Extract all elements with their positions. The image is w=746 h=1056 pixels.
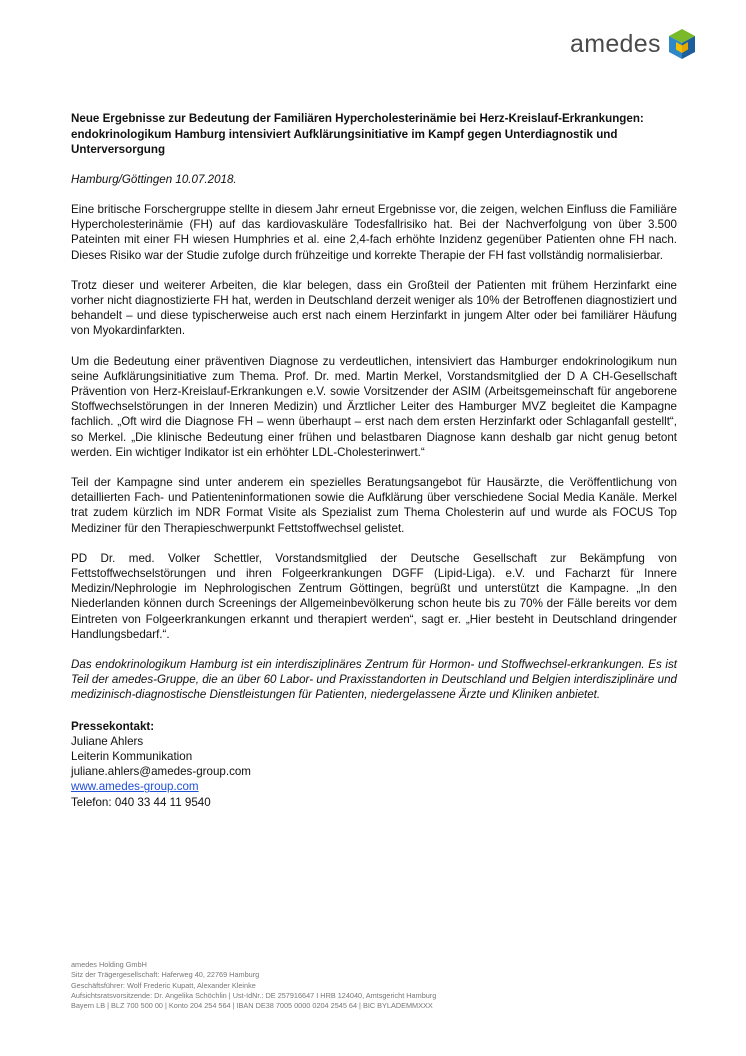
amedes-cube-icon [667, 28, 697, 60]
footer [71, 960, 436, 1011]
paragraph-2: Trotz dieser und weiterer Arbeiten, die klar belegen, dass ein Großteil der Patienten mit frühem Herzinfarkt eine vorher nicht diagnostizierte FH hat, werden in Deutschland derzeit weniger als 10% der Betroffenen diagnostiziert und behandelt – und diese typischerweise auch erst nach einem Herzinfarkt in jungem Alter oder bei familiärer Häufung von Myokardinfarkten. [71, 278, 677, 338]
amedes-logo [570, 28, 697, 60]
footer-line: Sitz der Trägergesellschaft: Haferweg 40, 22769 Hamburg [71, 970, 260, 980]
logo-text: amedes [570, 29, 661, 58]
dateline: Hamburg/Göttingen 10.07.2018. [71, 172, 237, 186]
footer-line: amedes Holding GmbH [71, 960, 147, 969]
paragraph-1: Eine britische Forschergruppe stellte in diesem Jahr erneut Ergebnisse vor, die zeigen, welchen Einfluss die Familiäre Hypercholesterinämie (FH) auf das kardiovaskuläre Todesfallrisiko hat. Bei der Nachverfolgung von über 3.500 Pateinten mit einer FH wiesen Humphries et al. eine 2,4-fach erhöhte Inzidenz gegenüber Patienten ohne FH nach. Dieses Risiko war der Studie zufolge durch frühzeitige und korrekte Therapie der FH fast vollständig normalisierbar. [71, 202, 677, 262]
paragraph-4: Teil der Kampagne sind unter anderem ein spezielles Beratungsangebot für Hausärzte, die Veröffentlichung von detaillierten Fach- und Patienteninformationen sowie die Aufklärung über verschiedene Social Media Kanäle. Merkel trat zudem kürzlich im NDR Format Visite als Spezialist zum Thema Cholesterin auf und wurde als FOCUS Top Mediziner für den Therapieschwerpunkt Fettstoffwechsel gelistet. [71, 476, 677, 535]
website-link[interactable]: www.amedes-group.com [71, 780, 199, 794]
contact-phone: Telefon: 040 33 44 11 9540 [71, 795, 211, 809]
contact-email: juliane.ahlers@amedes-group.com [71, 765, 251, 779]
footer-line: Bayern LB | BLZ 700 500 00 | Konto 204 254 564 | IBAN DE38 7005 0000 0204 2545 64 | BIC BYLADEMMXXX [71, 1001, 433, 1011]
footer-line: Geschäftsführer: Wolf Frederic Kupatt, Alexander Kleinke [71, 980, 256, 990]
paragraph-5: PD Dr. med. Volker Schettler, Vorstandsmitglied der Deutsche Gesellschaft zur Bekämpfung von Fettstoffwechselstörungen und ihren Folgeerkrankungen DGFF (Lipid-Liga). e.V. und Facharzt für Innere Medizin/Nephrologie im Nephrologischen Zentrum Göttingen, begrüßt und unterstützt die Kampagne. „In den Niederlanden können durch Screenings der Allgemeinbevölkerung schon heute bis zu 70% der Fälle bereits vor dem Eintreten von Folgeerkrankungen erkannt und therapiert werden“, sagt er. „Hier besteht in Deutschland dringender Handlungsbedarf.“. [71, 551, 677, 641]
press-release-title: Neue Ergebnisse zur Bedeutung der Familiären Hypercholesterinämie bei Herz-Kreislauf-Erkrankungen: endokrinologikum Hamburg intensiviert Aufklärungsinitiative im Kampf gegen Unterdiagnostik und Unterversorgung [71, 112, 644, 157]
contact-role: Leiterin Kommunikation [71, 750, 193, 764]
press-release [71, 111, 677, 810]
paragraph-3: Um die Bedeutung einer präventiven Diagnose zu verdeutlichen, intensiviert das Hamburger endokrinologikum nun seine Aufklärungsinitiative zum Thema. Prof. Dr. med. Martin Merkel, Vorstandsmitglied der D A CH-Gesellschaft Prävention von Herz-Kreislauf-Erkrankungen e.V. sowie Vorsitzender der ASIM (Arbeitsgemeinschaft für angeborene Stoffwechselstörungen in der Inneren Medizin) und Ärztlicher Leiter des Hamburger MVZ begleitet die Kampagne fachlich. „Oft wird die Diagnose FH – wenn überhaupt – erst nach dem ersten Herzinfarkt oder Schlaganfall gestellt“, so Merkel. „Die klinische Bedeutung einer frühen und belastbaren Diagnose kann deshalb gar nicht genug betont werden. Ein wichtiger Indikator ist ein erhöhter LDL-Cholesterinwert.“ [71, 354, 677, 459]
contact-label: Pressekontakt: [71, 719, 155, 733]
about-paragraph: Das endokrinologikum Hamburg ist ein interdisziplinäres Zentrum für Hormon- und Stoffwechsel-erkrankungen. Es ist Teil der amedes-Gruppe, die an über 60 Labor- und Praxisstandorten in Deutschland und Belgien interdisziplinäre und medizinisch-diagnostische Dienstleistungen für Patienten, niedergelassene Ärzte und Kliniken anbietet. [71, 658, 677, 702]
press-contact [71, 719, 677, 810]
footer-line: Aufsichtsratsvorsitzende: Dr. Angelika Schöchlin | Ust-IdNr.: DE 257916647 I HRB 124040, Amtsgericht Hamburg [71, 990, 437, 1000]
contact-name: Juliane Ahlers [71, 734, 144, 748]
